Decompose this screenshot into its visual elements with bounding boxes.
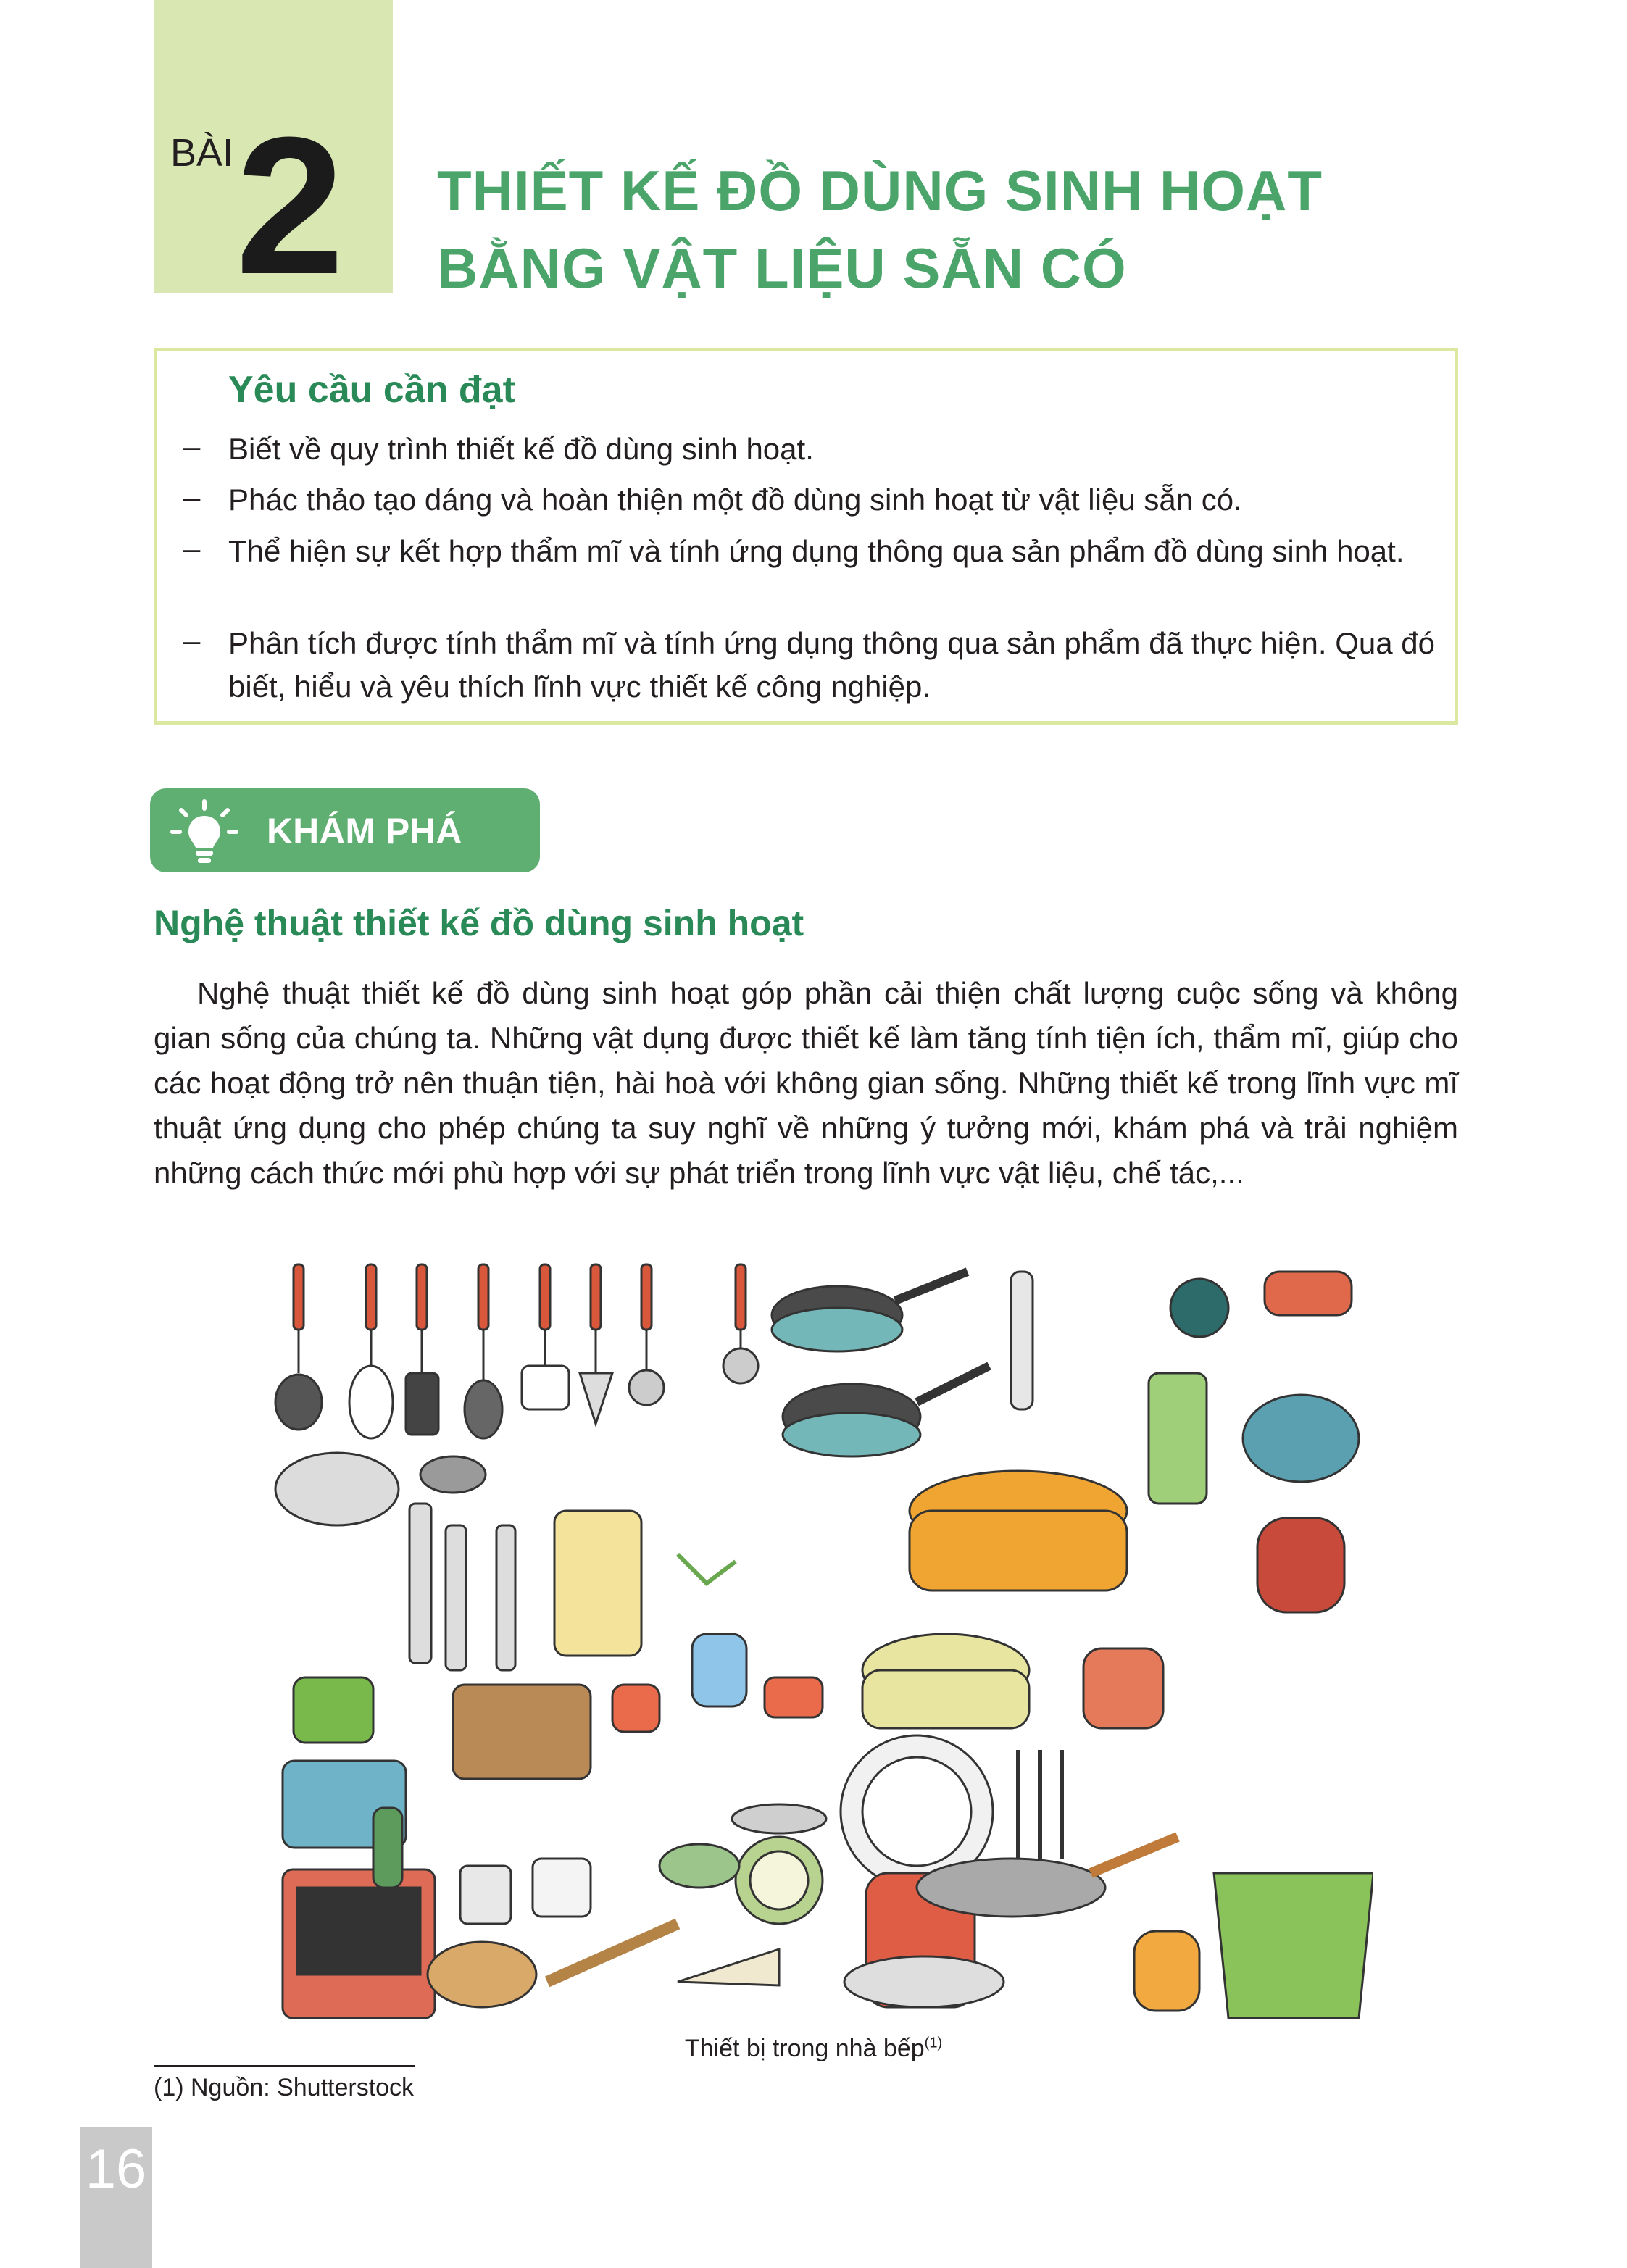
knives-and-boards xyxy=(409,1504,746,1779)
lesson-title-line-2: BẰNG VẬT LIỆU SẴN CÓ xyxy=(437,236,1127,300)
lesson-number: 2 xyxy=(236,97,345,315)
explore-label: KHÁM PHÁ xyxy=(267,811,462,851)
figure-caption xyxy=(0,2035,1627,2063)
bullet-dash: – xyxy=(183,429,201,463)
lightbulb-icon xyxy=(168,797,241,870)
hanging-utensils xyxy=(275,1264,758,1438)
section-paragraph: Nghệ thuật thiết kế đồ dùng sinh hoạt góp phần cải thiện chất lượng cuộc sống và không gian sống của chúng ta. Những vật dụng được thiết kế làm tăng tính tiện ích, thẩm mĩ, giúp cho các hoạt động trở nên thuận tiện, hài hoà với không gian sống. Những thiết kế trong lĩnh vực mĩ thuật ứng dụng cho phép chúng ta suy nghĩ về những ý tưởng mới, khám phá và trải nghiệm những cách thức mới phù hợp với sự phát triển trong lĩnh vực vật liệu, chế tác,... xyxy=(154,976,1458,1190)
bullet-dash: – xyxy=(183,623,201,657)
requirement-item: Thể hiện sự kết hợp thẩm mĩ và tính ứng dụng thông qua sản phẩm đồ dùng sinh hoạt. xyxy=(228,534,1405,568)
frying-pans xyxy=(772,1272,989,1456)
footnote: (1) Nguồn: Shutterstock xyxy=(154,2074,415,2101)
section-title: Nghệ thuật thiết kế đồ dùng sinh hoạt xyxy=(154,903,804,943)
lesson-word: BÀI xyxy=(170,131,234,175)
ovens-and-toaster xyxy=(283,1677,435,2018)
figure-caption-text: Thiết bị trong nhà bếp xyxy=(684,2035,925,2062)
kitchen-equipment-illustration xyxy=(272,1257,1373,2029)
page-number: 16 xyxy=(85,2138,147,2200)
requirement-item: Biết về quy trình thiết kế đồ dùng sinh hoạt. xyxy=(228,432,814,466)
bullet-dash: – xyxy=(183,531,201,565)
bullet-dash: – xyxy=(183,480,201,514)
requirement-item: Phác thảo tạo dáng và hoàn thiện một đồ dùng sinh hoạt từ vật liệu sẵn có. xyxy=(228,483,1242,517)
requirement-item: Phân tích được tính thẩm mĩ và tính ứng dụng thông qua sản phẩm đã thực hiện. Qua đó biết, hiểu và yêu thích lĩnh vực thiết kế công nghiệp. xyxy=(228,626,1435,704)
footnote-rule xyxy=(154,2065,415,2067)
lesson-title-line-1: THIẾT KẾ ĐỒ DÙNG SINH HOẠT xyxy=(437,159,1323,222)
footnote-ref: (1) xyxy=(924,2035,943,2051)
requirements-title: Yêu cầu cần đạt xyxy=(228,369,515,411)
scale-mixer-apron xyxy=(732,1804,1373,2018)
